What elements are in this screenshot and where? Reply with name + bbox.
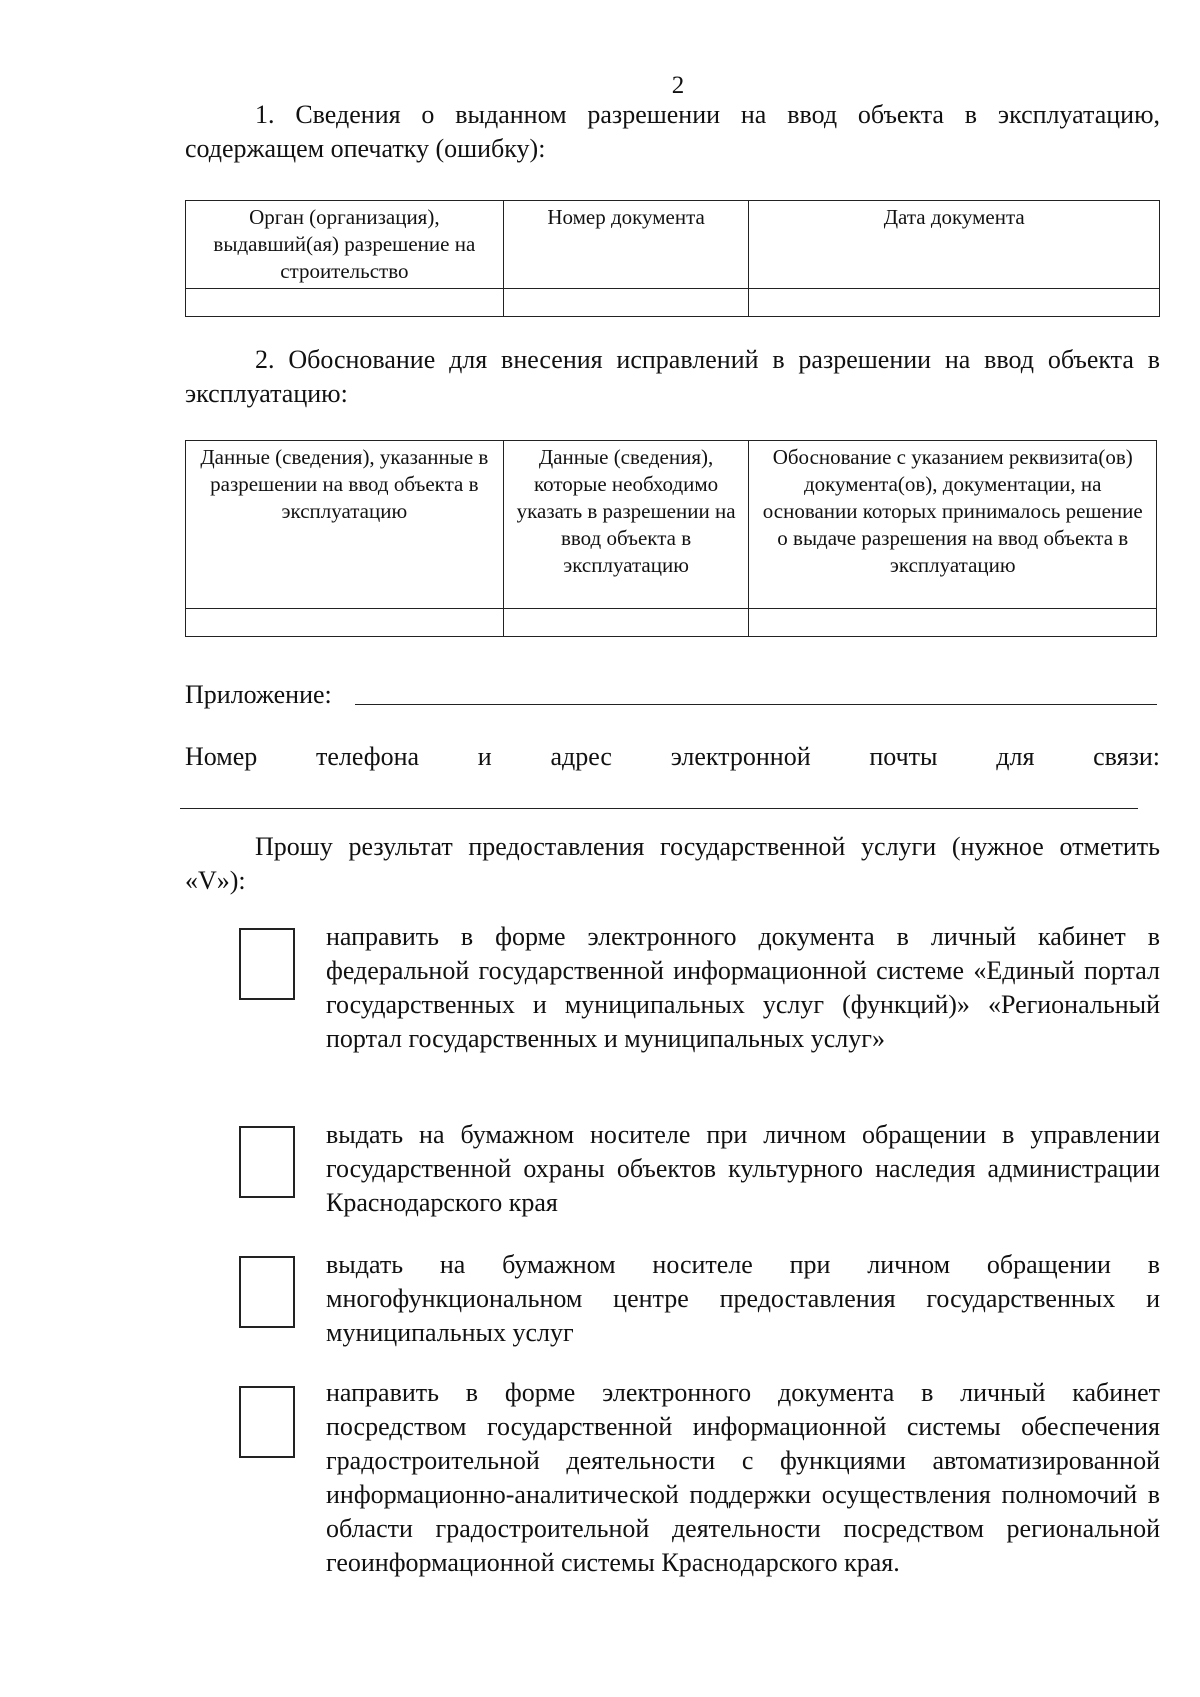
contact-field[interactable] xyxy=(180,778,1138,809)
contact-word: для xyxy=(996,742,1035,771)
option-checkbox[interactable] xyxy=(239,1386,295,1458)
table-row xyxy=(186,289,1160,317)
attachment-label: Приложение: xyxy=(185,680,332,709)
table-row xyxy=(186,609,1157,637)
contact-word: телефона xyxy=(316,742,420,771)
option-checkbox[interactable] xyxy=(239,1126,295,1198)
contact-word: почты xyxy=(869,742,938,771)
option-text: выдать на бумажном носителе при личном обращении в управлении государственной охраны объектов культурного наследия администрации Краснодарского края xyxy=(326,1120,1160,1217)
option-text: выдать на бумажном носителе при личном обращении в многофункциональном центре предоставления государственных и муниципальных услуг xyxy=(326,1250,1160,1347)
col-header-justification: Обоснование с указанием реквизита(ов) документа(ов), документации, на основании которых принималось решение о выдаче разрешения на ввод объекта в эксплуатацию xyxy=(749,441,1157,609)
cell-justification[interactable] xyxy=(749,609,1157,637)
cell-current-data[interactable] xyxy=(186,609,504,637)
option-text: направить в форме электронного документа в личный кабинет посредством государственной информационной системы обеспечения градостроительной деятельности с функциями автоматизированной информационно-аналитической поддержки осуществления полномочий в области градостроительной деятельности посредством региональной геоинформационной системы Краснодарского края. xyxy=(326,1378,1160,1577)
attachment-field[interactable] xyxy=(355,674,1157,705)
section2-heading: 2. Обоснование для внесения исправлений в разрешении на ввод объекта в эксплуатацию: xyxy=(185,345,1160,408)
section2-table xyxy=(185,440,1157,637)
col-header-required-data: Данные (сведения), которые необходимо указать в разрешении на ввод объекта в эксплуатацию xyxy=(503,441,749,609)
col-header-authority: Орган (организация), выдавший(ая) разрешение на строительство xyxy=(186,201,504,289)
col-header-doc-number: Номер документа xyxy=(503,201,749,289)
col-header-current-data: Данные (сведения), указанные в разрешении на ввод объекта в эксплуатацию xyxy=(186,441,504,609)
contact-word: и xyxy=(477,742,492,771)
option-checkbox[interactable] xyxy=(239,928,295,1000)
page-number: 2 xyxy=(671,72,685,99)
option-text: направить в форме электронного документа в личный кабинет в федеральной государственной информационной системе «Единый портал государственных и муниципальных услуг (функций)» «Региональный портал государственных и муниципальных услуг» xyxy=(326,922,1160,1053)
contact-label xyxy=(185,742,1160,772)
contact-word: адрес xyxy=(550,742,612,771)
cell-authority[interactable] xyxy=(186,289,504,317)
table-header-row xyxy=(186,441,1157,609)
contact-word: связи: xyxy=(1093,742,1160,771)
section1-heading: 1. Сведения о выданном разрешении на ввод объекта в эксплуатацию, содержащем опечатку (ошибку): xyxy=(185,100,1160,163)
cell-doc-date[interactable] xyxy=(749,289,1160,317)
table-header-row xyxy=(186,201,1160,289)
request-text: Прошу результат предоставления государственной услуги (нужное отметить «V»): xyxy=(185,832,1160,895)
col-header-doc-date: Дата документа xyxy=(749,201,1160,289)
cell-required-data[interactable] xyxy=(503,609,749,637)
contact-word: электронной xyxy=(670,742,811,771)
section1-table xyxy=(185,200,1160,317)
cell-doc-number[interactable] xyxy=(503,289,749,317)
contact-word: Номер xyxy=(185,742,258,771)
option-checkbox[interactable] xyxy=(239,1256,295,1328)
